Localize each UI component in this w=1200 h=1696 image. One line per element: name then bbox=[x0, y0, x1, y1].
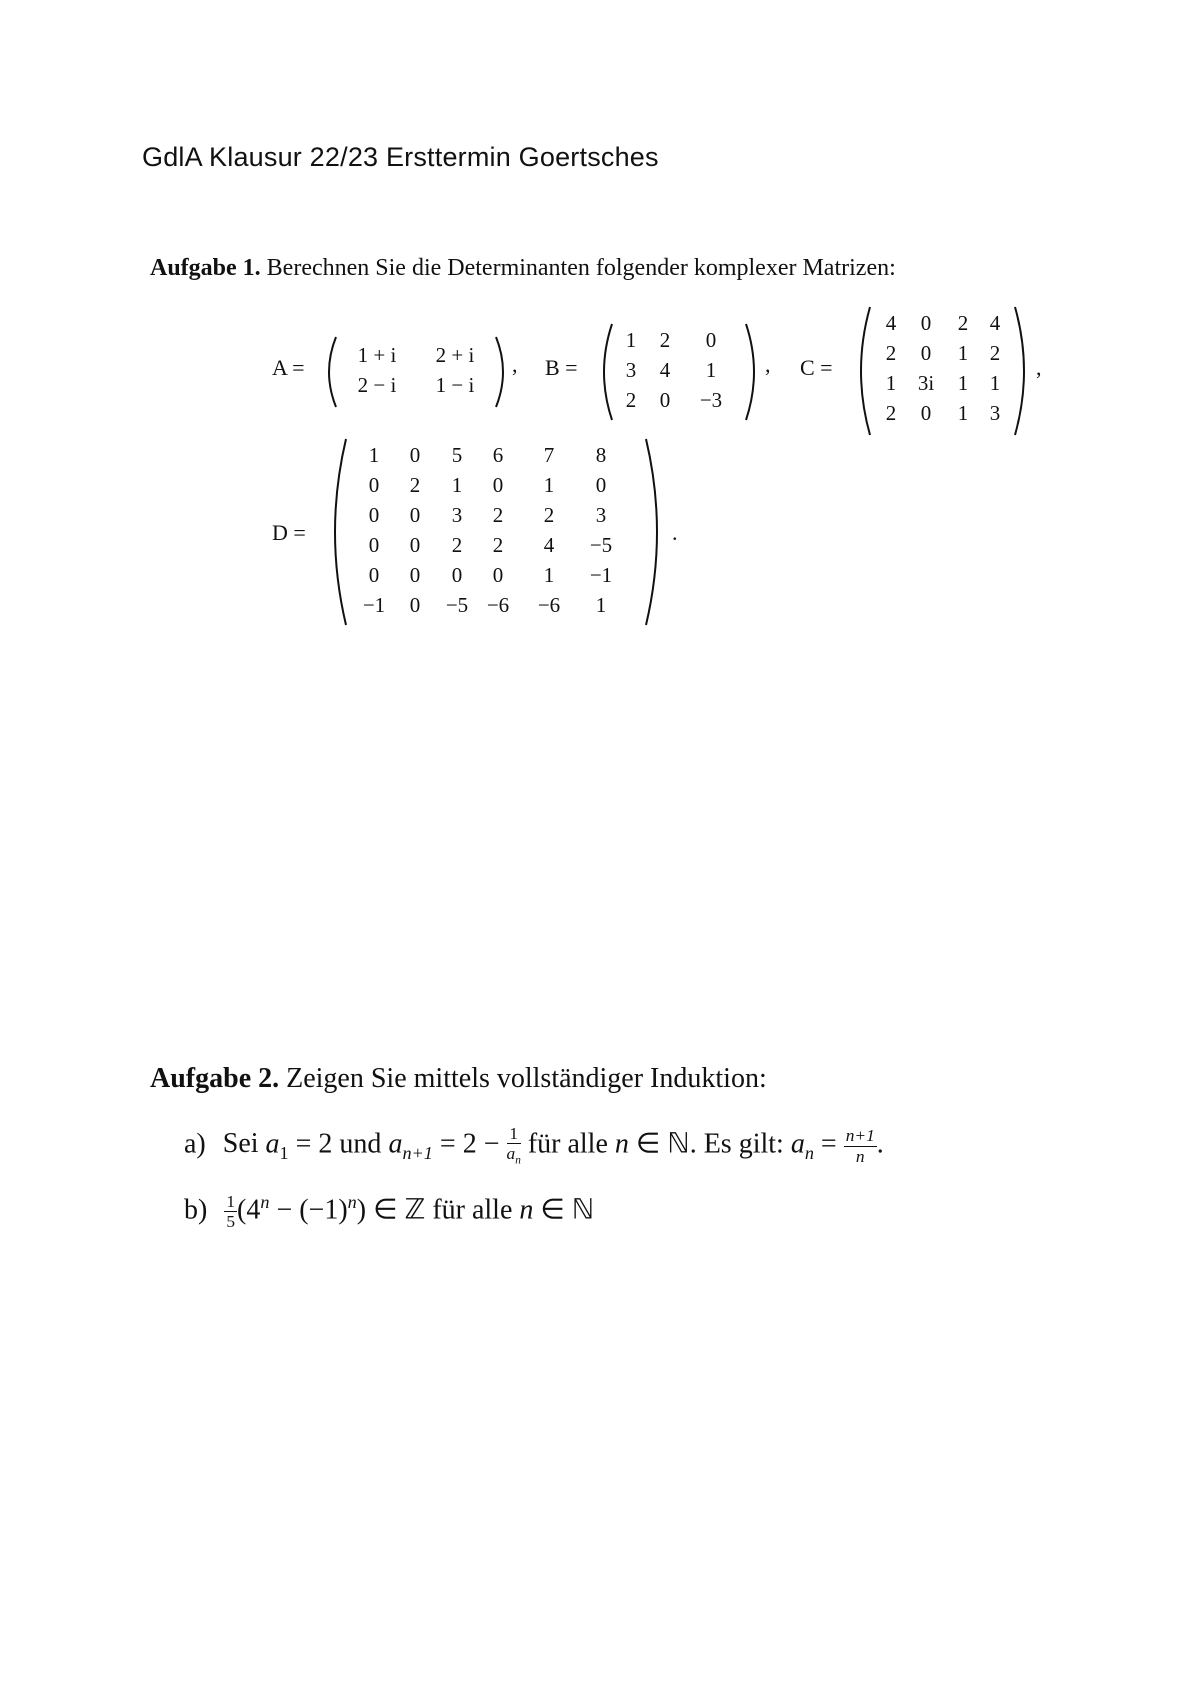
part-b-exp1: n bbox=[260, 1192, 270, 1212]
task2-part-a bbox=[184, 1125, 884, 1167]
matrix-d-cell: 0 bbox=[492, 473, 504, 497]
part-a-marker: a) bbox=[184, 1128, 206, 1160]
matrix-d-cell: 8 bbox=[595, 443, 607, 467]
matrix-d-cell: −1 bbox=[589, 563, 613, 587]
matrix-d-cell: 2 bbox=[409, 473, 421, 497]
matrix-d-cell: 0 bbox=[409, 563, 421, 587]
part-a-rhs-fraction bbox=[844, 1127, 877, 1165]
matrix-d-cell: 0 bbox=[368, 563, 380, 587]
part-a-an1: a bbox=[388, 1128, 403, 1160]
matrix-c-cell: 3 bbox=[989, 401, 1001, 425]
matrix-c-cell: 2 bbox=[957, 311, 969, 335]
part-a-a1-sub: 1 bbox=[279, 1143, 289, 1164]
matrix-d-cell: 0 bbox=[451, 563, 463, 587]
matrix-b-cell: 1 bbox=[625, 328, 637, 352]
matrix-c-cell: 2 bbox=[885, 401, 897, 425]
matrix-c-cell: 2 bbox=[989, 341, 1001, 365]
matrix-b-cell: 4 bbox=[659, 358, 671, 382]
matrix-c-comma: , bbox=[1036, 355, 1042, 380]
part-b-n: n bbox=[519, 1194, 534, 1226]
matrix-d-cell: 0 bbox=[595, 473, 607, 497]
part-a-end: . bbox=[876, 1128, 884, 1160]
part-a-frac-num: 1 bbox=[507, 1125, 521, 1144]
part-b-marker: b) bbox=[184, 1194, 208, 1226]
part-b-fraction bbox=[224, 1193, 237, 1231]
matrix-d-period: . bbox=[672, 520, 678, 545]
task1-heading bbox=[150, 255, 896, 282]
matrix-c-cell: 0 bbox=[920, 311, 932, 335]
part-a-an: a bbox=[790, 1128, 805, 1160]
matrix-d-cell: 0 bbox=[368, 473, 380, 497]
task1-text: Berechnen Sie die Determinanten folgender komplexer Matrizen: bbox=[266, 255, 896, 281]
matrix-c-cell: 1 bbox=[989, 371, 1001, 395]
matrix-d-cell: 1 bbox=[543, 473, 555, 497]
part-b-frac-num: 1 bbox=[226, 1192, 236, 1212]
matrix-d-cell: −5 bbox=[589, 533, 613, 557]
matrix-d-cell: −5 bbox=[445, 593, 469, 617]
matrix-d-cell: 0 bbox=[409, 503, 421, 527]
task2-heading bbox=[150, 1063, 767, 1095]
matrix-b-cell: 2 bbox=[625, 388, 637, 412]
task2-label: Aufgabe 2. bbox=[150, 1063, 280, 1094]
task1-label: Aufgabe 1. bbox=[150, 255, 261, 281]
part-a-eq2: = 2 und bbox=[295, 1128, 382, 1160]
matrix-c-cell: 0 bbox=[920, 401, 932, 425]
matrix-c bbox=[855, 305, 1030, 437]
matrix-d-cell: 1 bbox=[595, 593, 607, 617]
matrix-d-cell: 0 bbox=[409, 593, 421, 617]
matrix-b-cell: −3 bbox=[699, 388, 723, 412]
part-a-frac-den: a bbox=[506, 1144, 516, 1164]
part-b-exp2: n bbox=[347, 1192, 357, 1212]
matrix-c-cell: 0 bbox=[920, 341, 932, 365]
part-a-an-sub: n bbox=[804, 1143, 814, 1164]
part-b-expr-open: (4 bbox=[237, 1194, 261, 1226]
matrix-a-cell: 1 − i bbox=[435, 373, 475, 397]
matrix-a-cell: 1 + i bbox=[357, 343, 397, 367]
matrix-d-cell: 2 bbox=[451, 533, 463, 557]
task2-part-b bbox=[184, 1192, 594, 1231]
matrix-d-cell: 0 bbox=[409, 533, 421, 557]
matrix-c-cell: 2 bbox=[885, 341, 897, 365]
matrix-b-cell: 0 bbox=[705, 328, 717, 352]
matrix-d-cell: 1 bbox=[368, 443, 380, 467]
matrix-d-cell: 0 bbox=[368, 503, 380, 527]
matrix-b-cell: 1 bbox=[705, 358, 717, 382]
matrix-d-cell: 1 bbox=[451, 473, 463, 497]
matrix-c-cell: 1 bbox=[957, 401, 969, 425]
part-a-sei: Sei bbox=[222, 1128, 259, 1160]
matrix-c-name: C = bbox=[800, 355, 833, 380]
matrix-d-cell: 0 bbox=[492, 563, 504, 587]
matrix-b-comma: , bbox=[765, 352, 771, 377]
part-a-rhs-num: n+1 bbox=[845, 1126, 875, 1146]
matrix-a bbox=[322, 335, 510, 409]
matrix-d-cell: 1 bbox=[543, 563, 555, 587]
task2-text: Zeigen Sie mittels vollständiger Induktion: bbox=[286, 1063, 767, 1094]
matrix-d-cell: 7 bbox=[543, 443, 555, 467]
matrix-d-cell: 2 bbox=[492, 503, 504, 527]
part-a-eq2minus: = 2 − bbox=[439, 1128, 500, 1160]
matrix-d-cell: 2 bbox=[543, 503, 555, 527]
matrix-c-cell: 1 bbox=[957, 341, 969, 365]
matrix-d-name: D = bbox=[272, 520, 306, 545]
matrix-b-cell: 0 bbox=[659, 388, 671, 412]
matrix-d-cell: 3 bbox=[595, 503, 607, 527]
matrix-a-cell: 2 + i bbox=[435, 343, 475, 367]
matrix-c-cell: 1 bbox=[885, 371, 897, 395]
matrix-b-cell: 2 bbox=[659, 328, 671, 352]
part-b-expr-close: ) ∈ ℤ für alle bbox=[356, 1194, 513, 1226]
matrix-d-cell: −6 bbox=[537, 593, 561, 617]
matrix-b-name: B = bbox=[545, 355, 578, 380]
matrix-a-cell: 2 − i bbox=[357, 373, 397, 397]
part-a-eq: = bbox=[820, 1128, 837, 1160]
matrix-d-cell: 0 bbox=[368, 533, 380, 557]
matrix-c-cell: 4 bbox=[885, 311, 897, 335]
matrix-b bbox=[598, 322, 760, 422]
part-a-n: n bbox=[614, 1128, 629, 1160]
matrix-d-cell: 4 bbox=[543, 533, 555, 557]
matrix-d-cell: 6 bbox=[492, 443, 504, 467]
matrix-d-cell: 2 bbox=[492, 533, 504, 557]
part-a-fuer: für alle bbox=[527, 1128, 608, 1160]
matrix-d-cell: −6 bbox=[486, 593, 510, 617]
matrix-c-cell: 3i bbox=[917, 371, 935, 395]
matrix-b-cell: 3 bbox=[625, 358, 637, 382]
part-a-a1: a bbox=[265, 1128, 280, 1160]
part-a-frac-den-sub: n bbox=[515, 1154, 521, 1167]
matrix-d-cell: 5 bbox=[451, 443, 463, 467]
part-a-rhs-den: n bbox=[855, 1146, 865, 1166]
part-a-inN: ∈ ℕ. Es gilt: bbox=[635, 1128, 784, 1160]
document-title: GdlA Klausur 22/23 Ersttermin Goertsches bbox=[142, 142, 659, 172]
matrix-a-comma: , bbox=[512, 352, 518, 377]
matrix-c-cell: 1 bbox=[957, 371, 969, 395]
matrix-d bbox=[330, 437, 662, 627]
matrix-d-cell: 3 bbox=[451, 503, 463, 527]
part-b-inN: ∈ ℕ bbox=[540, 1194, 595, 1226]
part-a-fraction bbox=[507, 1125, 521, 1167]
matrix-c-cell: 4 bbox=[989, 311, 1001, 335]
part-a-an1-sub: n+1 bbox=[402, 1143, 433, 1164]
part-b-frac-den: 5 bbox=[226, 1212, 236, 1232]
part-b-expr-mid: − (−1) bbox=[269, 1194, 348, 1226]
matrix-d-cell: 0 bbox=[409, 443, 421, 467]
matrix-a-name: A = bbox=[272, 355, 305, 380]
matrix-d-cell: −1 bbox=[362, 593, 386, 617]
